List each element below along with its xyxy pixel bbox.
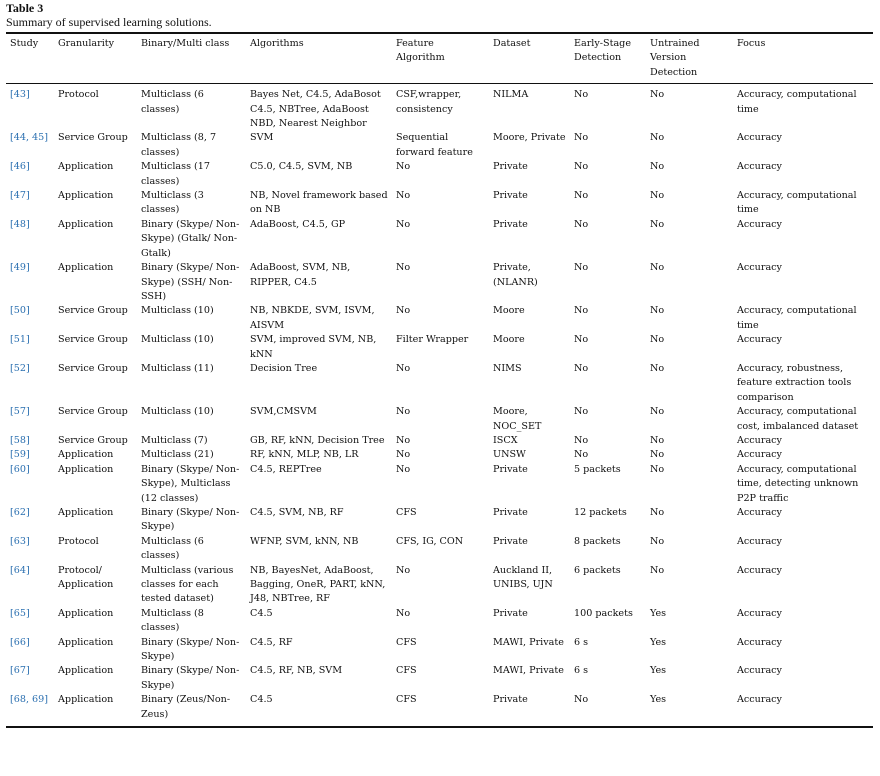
cell-dataset: Private xyxy=(493,607,528,619)
reference-link[interactable]: [51] xyxy=(10,334,30,346)
table-label: Table 3 xyxy=(6,1,44,15)
reference-link[interactable]: [50] xyxy=(10,305,30,317)
cell-untrained: No xyxy=(650,507,665,518)
cell-classes: Binary (Skype/ Non-Skype), Multiclass (12 classes) xyxy=(141,463,240,504)
reference-link[interactable]: [48] xyxy=(10,218,30,230)
cell-untrained: No xyxy=(650,305,665,317)
cell-study xyxy=(6,463,54,506)
cell-study xyxy=(6,607,54,636)
cell-untrained: No xyxy=(650,463,665,475)
cell-dataset: NIMS xyxy=(493,362,522,374)
cell-early-stage: No xyxy=(574,161,589,173)
cell-study xyxy=(6,362,54,405)
cell-feature-algorithm: CFS, IG, CON xyxy=(396,535,464,547)
cell-algorithms: C4.5, RF xyxy=(250,636,293,648)
cell-focus: Accuracy xyxy=(737,218,782,230)
cell-dataset: Private xyxy=(493,161,528,173)
cell-feature-algorithm: No xyxy=(396,262,411,274)
table-caption: Summary of supervised learning solutions. xyxy=(6,15,212,29)
cell-algorithms: Decision Tree xyxy=(250,362,318,374)
table-row xyxy=(6,261,873,304)
table-row xyxy=(6,405,873,434)
cell-algorithms: C4.5 xyxy=(250,694,273,706)
reference-link[interactable]: [60] xyxy=(10,463,30,475)
cell-untrained: Yes xyxy=(650,607,667,619)
cell-study xyxy=(6,448,54,462)
cell-feature-algorithm: CFS xyxy=(396,694,417,706)
table-row xyxy=(6,535,873,564)
cell-feature-algorithm: CSF,wrapper, consistency xyxy=(396,89,462,115)
cell-early-stage: 6 s xyxy=(574,636,589,648)
header-study: Study xyxy=(10,38,39,49)
cell-classes: Binary (Skype/ Non-Skype) (Gtalk/ Non-Gtalk) xyxy=(141,218,240,259)
table-body xyxy=(6,84,873,722)
header-untrained-version-detection: Untrained Version Detection xyxy=(650,38,700,78)
cell-study xyxy=(6,636,54,665)
cell-early-stage: No xyxy=(574,362,589,374)
reference-link[interactable]: [57] xyxy=(10,406,30,418)
table-row xyxy=(6,333,873,362)
cell-early-stage: No xyxy=(574,305,589,317)
table-row xyxy=(6,607,873,636)
cell-granularity: Service Group xyxy=(58,334,128,346)
cell-study xyxy=(6,664,54,693)
cell-algorithms: C4.5, REPTree xyxy=(250,463,322,475)
cell-algorithms: C5.0, C4.5, SVM, NB xyxy=(250,161,353,173)
table-row xyxy=(6,506,873,535)
reference-link[interactable]: [63] xyxy=(10,535,30,547)
reference-link[interactable]: [67] xyxy=(10,665,30,677)
table-row xyxy=(6,84,873,131)
cell-focus: Accuracy xyxy=(737,607,782,619)
cell-classes: Multiclass (7) xyxy=(141,434,208,446)
table-row xyxy=(6,664,873,693)
cell-granularity: Application xyxy=(58,262,114,274)
cell-algorithms: SVM, improved SVM, NB, kNN xyxy=(250,334,377,360)
table-row xyxy=(6,434,873,448)
cell-granularity: Application xyxy=(58,607,114,619)
cell-dataset: Private xyxy=(493,190,528,202)
cell-algorithms: AdaBoost, C4.5, GP xyxy=(250,218,346,230)
cell-granularity: Protocol/ Application xyxy=(58,564,114,591)
cell-granularity: Service Group xyxy=(58,406,128,418)
cell-classes: Multiclass (6 classes) xyxy=(141,535,204,562)
cell-feature-algorithm: CFS xyxy=(396,665,417,677)
reference-link[interactable]: [59] xyxy=(10,449,30,461)
reference-link[interactable]: [58] xyxy=(10,434,30,446)
table-row xyxy=(6,131,873,160)
cell-classes: Multiclass (10) xyxy=(141,305,214,317)
cell-granularity: Application xyxy=(58,665,114,677)
cell-early-stage: 6 s xyxy=(574,665,589,677)
cell-classes: Multiclass (8, 7 classes) xyxy=(141,132,217,158)
cell-untrained: No xyxy=(650,449,665,461)
cell-granularity: Application xyxy=(58,190,114,202)
cell-dataset: NILMA xyxy=(493,89,529,101)
cell-untrained: Yes xyxy=(650,694,667,706)
header-feature-algorithm: Feature Algorithm xyxy=(396,38,445,64)
cell-untrained: No xyxy=(650,434,665,446)
cell-dataset: Private xyxy=(493,535,528,547)
cell-study xyxy=(6,535,54,564)
cell-algorithms: NB, BayesNet, AdaBoost, Bagging, OneR, PART, kNN, J48, NBTree, RF xyxy=(250,564,386,605)
cell-algorithms: AdaBoost, SVM, NB, RIPPER, C4.5 xyxy=(250,262,351,288)
cell-untrained: Yes xyxy=(650,665,667,677)
cell-granularity: Service Group xyxy=(58,305,128,317)
cell-algorithms: NB, Novel framework based on NB xyxy=(250,190,388,216)
header-algorithms: Algorithms xyxy=(250,38,304,49)
cell-study xyxy=(6,434,54,448)
cell-early-stage: 6 packets xyxy=(574,564,621,576)
cell-dataset: Moore xyxy=(493,334,525,346)
reference-link[interactable]: [62] xyxy=(10,507,30,518)
cell-untrained: No xyxy=(650,132,665,144)
cell-feature-algorithm: No xyxy=(396,218,411,230)
supervised-learning-table xyxy=(6,34,873,722)
cell-focus: Accuracy xyxy=(737,449,782,461)
cell-classes: Multiclass (various classes for each tested dataset) xyxy=(141,564,234,605)
cell-study xyxy=(6,131,54,160)
cell-untrained: No xyxy=(650,406,665,418)
cell-early-stage: No xyxy=(574,434,589,446)
cell-classes: Binary (Skype/ Non-Skype) xyxy=(141,636,240,663)
cell-dataset: ISCX xyxy=(493,434,518,446)
reference-link[interactable]: [46] xyxy=(10,161,30,173)
cell-granularity: Application xyxy=(58,463,114,475)
cell-early-stage: 100 packets xyxy=(574,607,633,619)
cell-early-stage: No xyxy=(574,262,589,274)
header-dataset: Dataset xyxy=(493,38,531,49)
cell-dataset: Moore, Private xyxy=(493,132,566,144)
cell-early-stage: 8 packets xyxy=(574,535,621,547)
cell-untrained: Yes xyxy=(650,636,667,648)
cell-focus: Accuracy xyxy=(737,132,782,144)
table-row xyxy=(6,693,873,722)
header-focus: Focus xyxy=(737,38,766,49)
reference-link[interactable]: [68, 69] xyxy=(10,694,49,706)
cell-focus: Accuracy xyxy=(737,535,782,547)
cell-early-stage: 5 packets xyxy=(574,463,621,475)
cell-focus: Accuracy xyxy=(737,694,782,706)
cell-feature-algorithm: No xyxy=(396,449,411,461)
table-row xyxy=(6,189,873,218)
cell-algorithms: SVM xyxy=(250,132,274,144)
cell-granularity: Service Group xyxy=(58,362,128,374)
cell-feature-algorithm: No xyxy=(396,607,411,619)
cell-classes: Multiclass (10) xyxy=(141,334,214,346)
table-row xyxy=(6,636,873,665)
cell-dataset: UNSW xyxy=(493,449,526,461)
cell-untrained: No xyxy=(650,89,665,101)
cell-algorithms: RF, kNN, MLP, NB, LR xyxy=(250,449,359,461)
cell-dataset: Private xyxy=(493,463,528,475)
table-row xyxy=(6,218,873,261)
cell-focus: Accuracy, robustness, feature extraction tools comparison xyxy=(737,362,852,403)
cell-focus: Accuracy xyxy=(737,161,782,173)
header-binary-multi-class: Binary/Multi class xyxy=(141,38,230,49)
reference-link[interactable]: [44, 45] xyxy=(10,132,49,144)
cell-classes: Multiclass (11) xyxy=(141,362,214,374)
cell-dataset: Private xyxy=(493,507,528,518)
cell-early-stage: No xyxy=(574,132,589,144)
cell-feature-algorithm: Sequential forward feature xyxy=(396,132,473,158)
cell-study xyxy=(6,189,54,218)
reference-link[interactable]: [64] xyxy=(10,564,30,576)
cell-study xyxy=(6,564,54,607)
cell-granularity: Service Group xyxy=(58,132,128,144)
cell-early-stage: No xyxy=(574,406,589,418)
cell-early-stage: No xyxy=(574,190,589,202)
cell-study xyxy=(6,304,54,333)
table-row xyxy=(6,160,873,189)
cell-classes: Multiclass (17 classes) xyxy=(141,161,211,187)
cell-focus: Accuracy xyxy=(737,434,782,446)
reference-link[interactable]: [66] xyxy=(10,636,30,648)
cell-focus: Accuracy, computational time xyxy=(737,190,857,216)
bottom-rule xyxy=(6,726,873,728)
cell-focus: Accuracy xyxy=(737,507,782,518)
header-granularity: Granularity xyxy=(58,38,115,49)
cell-feature-algorithm: No xyxy=(396,190,411,202)
cell-focus: Accuracy xyxy=(737,665,782,677)
cell-dataset: Moore xyxy=(493,305,525,317)
table-page xyxy=(0,1,880,776)
cell-classes: Multiclass (21) xyxy=(141,449,214,461)
cell-classes: Binary (Skype/ Non-Skype) (SSH/ Non-SSH) xyxy=(141,262,240,302)
cell-granularity: Application xyxy=(58,218,114,230)
cell-granularity: Application xyxy=(58,694,114,706)
cell-focus: Accuracy, computational time xyxy=(737,89,857,115)
cell-classes: Binary (Skype/ Non-Skype) xyxy=(141,507,240,533)
cell-feature-algorithm: CFS xyxy=(396,636,417,648)
cell-classes: Multiclass (6 classes) xyxy=(141,89,204,115)
cell-feature-algorithm: No xyxy=(396,362,411,374)
cell-focus: Accuracy, computational cost, imbalanced dataset xyxy=(737,406,859,432)
table-row xyxy=(6,362,873,405)
cell-focus: Accuracy xyxy=(737,564,782,576)
cell-algorithms: WFNP, SVM, kNN, NB xyxy=(250,535,359,547)
cell-dataset: Private, (NLANR) xyxy=(493,262,538,288)
cell-feature-algorithm: No xyxy=(396,406,411,418)
cell-early-stage: No xyxy=(574,334,589,346)
cell-focus: Accuracy xyxy=(737,334,782,346)
cell-feature-algorithm: No xyxy=(396,564,411,576)
cell-early-stage: No xyxy=(574,449,589,461)
cell-classes: Multiclass (10) xyxy=(141,406,214,418)
cell-dataset: MAWI, Private xyxy=(493,665,564,677)
cell-study xyxy=(6,333,54,362)
table-row xyxy=(6,448,873,462)
cell-feature-algorithm: No xyxy=(396,305,411,317)
cell-untrained: No xyxy=(650,262,665,274)
cell-algorithms: C4.5, RF, NB, SVM xyxy=(250,665,343,677)
cell-study xyxy=(6,693,54,722)
cell-study xyxy=(6,218,54,261)
cell-early-stage: No xyxy=(574,218,589,230)
table-row xyxy=(6,463,873,506)
cell-granularity: Application xyxy=(58,507,114,518)
cell-untrained: No xyxy=(650,161,665,173)
cell-early-stage: No xyxy=(574,89,589,101)
cell-algorithms: C4.5 xyxy=(250,607,273,619)
cell-algorithms: NB, NBKDE, SVM, ISVM, AISVM xyxy=(250,305,375,331)
cell-granularity: Protocol xyxy=(58,535,99,547)
cell-early-stage: 12 packets xyxy=(574,507,627,518)
cell-untrained: No xyxy=(650,334,665,346)
cell-study xyxy=(6,84,54,131)
cell-study xyxy=(6,261,54,304)
cell-granularity: Service Group xyxy=(58,434,128,446)
cell-dataset: Private xyxy=(493,694,528,706)
table-row xyxy=(6,304,873,333)
cell-feature-algorithm: No xyxy=(396,463,411,475)
cell-untrained: No xyxy=(650,218,665,230)
cell-granularity: Application xyxy=(58,161,114,173)
reference-link[interactable]: [49] xyxy=(10,262,30,274)
cell-study xyxy=(6,405,54,434)
cell-feature-algorithm: Filter Wrapper xyxy=(396,334,469,346)
cell-untrained: No xyxy=(650,564,665,576)
cell-dataset: Moore, NOC_SET xyxy=(493,406,542,432)
cell-dataset: Auckland II, UNIBS, UJN xyxy=(493,564,553,591)
cell-algorithms: SVM,CMSVM xyxy=(250,406,317,418)
cell-feature-algorithm: CFS xyxy=(396,507,417,518)
header-early-stage-detection: Early-Stage Detection xyxy=(574,38,632,64)
reference-link[interactable]: [65] xyxy=(10,607,30,619)
cell-early-stage: No xyxy=(574,694,589,706)
cell-algorithms: Bayes Net, C4.5, AdaBosot C4.5, NBTree, AdaBoost NBD, Nearest Neighbor xyxy=(250,89,381,130)
cell-feature-algorithm: No xyxy=(396,434,411,446)
reference-link[interactable]: [43] xyxy=(10,89,30,101)
table-row xyxy=(6,564,873,607)
cell-untrained: No xyxy=(650,535,665,547)
cell-dataset: Private xyxy=(493,218,528,230)
cell-untrained: No xyxy=(650,362,665,374)
header-row xyxy=(6,34,873,83)
cell-classes: Multiclass (8 classes) xyxy=(141,607,204,634)
cell-dataset: MAWI, Private xyxy=(493,636,564,648)
cell-classes: Binary (Zeus/Non-Zeus) xyxy=(141,694,231,720)
cell-algorithms: C4.5, SVM, NB, RF xyxy=(250,507,344,518)
cell-study xyxy=(6,506,54,535)
reference-link[interactable]: [52] xyxy=(10,362,30,374)
cell-classes: Binary (Skype/ Non-Skype) xyxy=(141,665,240,691)
cell-classes: Multiclass (3 classes) xyxy=(141,190,204,216)
cell-focus: Accuracy xyxy=(737,262,782,274)
cell-algorithms: GB, RF, kNN, Decision Tree xyxy=(250,434,385,446)
reference-link[interactable]: [47] xyxy=(10,190,30,202)
cell-untrained: No xyxy=(650,190,665,202)
cell-feature-algorithm: No xyxy=(396,161,411,173)
cell-granularity: Application xyxy=(58,449,114,461)
cell-focus: Accuracy, computational time xyxy=(737,305,857,331)
cell-granularity: Protocol xyxy=(58,89,99,101)
cell-study xyxy=(6,160,54,189)
cell-granularity: Application xyxy=(58,636,114,648)
cell-focus: Accuracy, computational time, detecting unknown P2P traffic xyxy=(737,463,859,504)
cell-focus: Accuracy xyxy=(737,636,782,648)
